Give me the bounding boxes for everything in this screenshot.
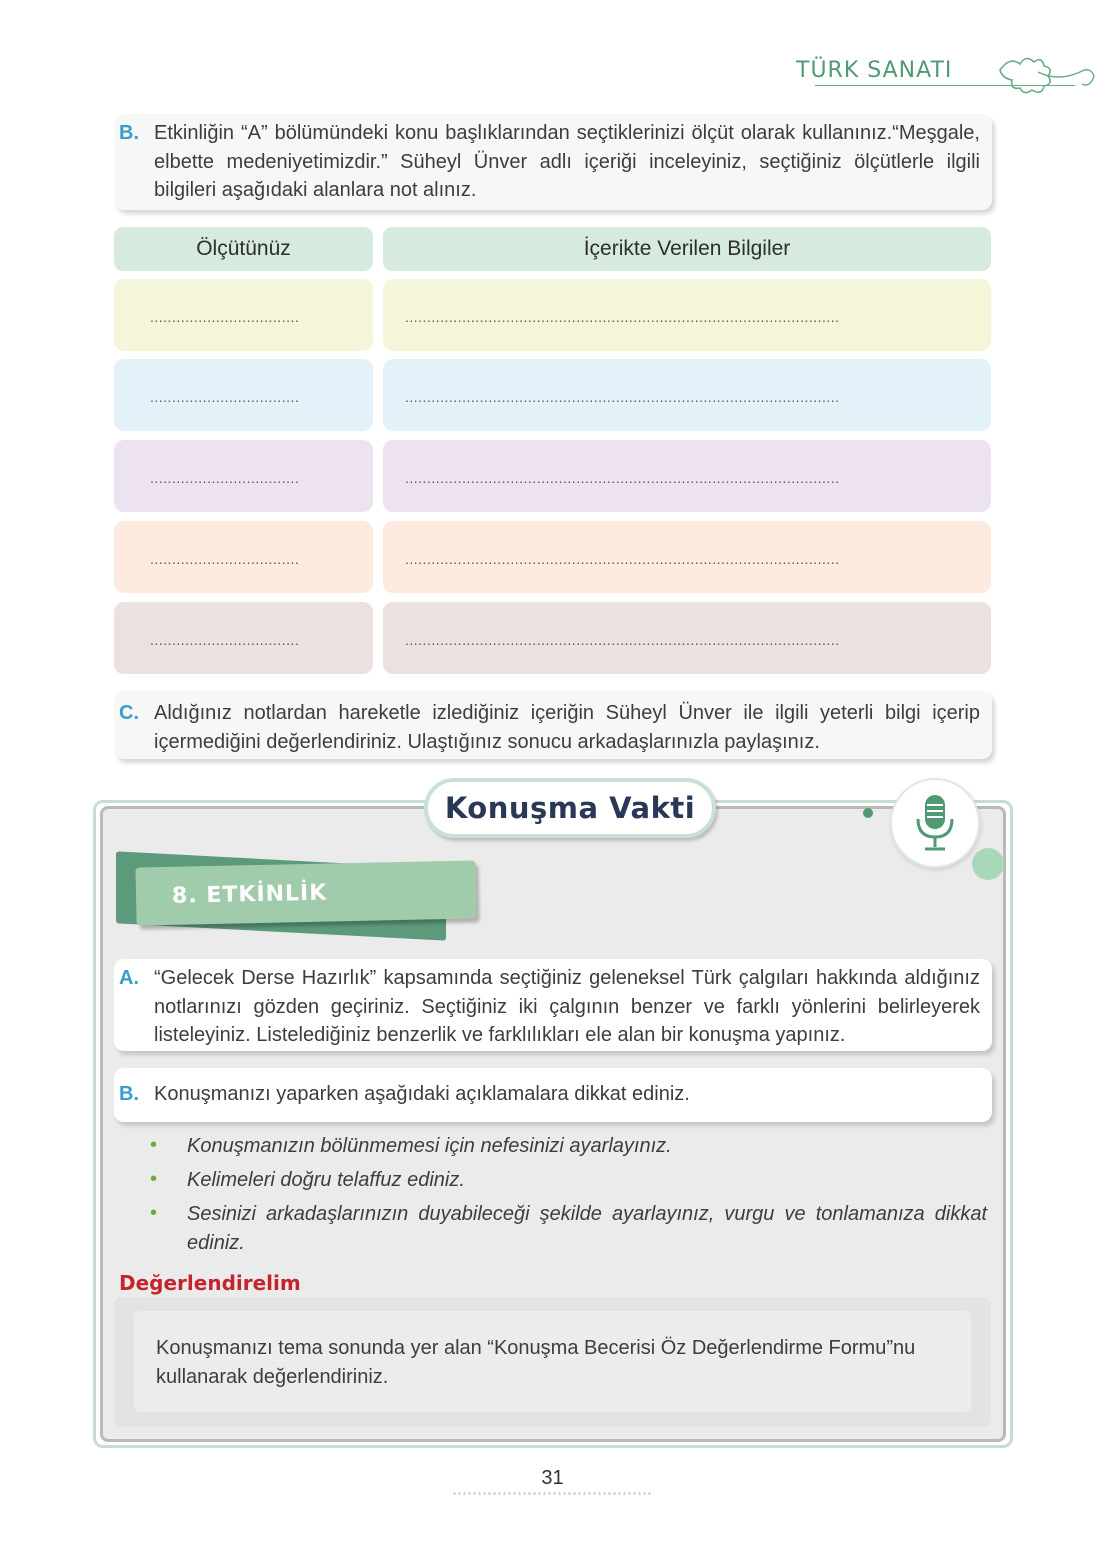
page-number: 31 bbox=[541, 1467, 564, 1489]
section-c-letter: C. bbox=[119, 702, 139, 724]
fill-line: .................................. bbox=[150, 551, 300, 567]
table-cell-info-3[interactable] bbox=[383, 440, 991, 512]
part-a-text: “Gelecek Derse Hazırlık” kapsamında seçtiğiniz geleneksel Türk çalgıları hakkında aldığınız notlarınızı gözden geçiriniz. Seçtiğiniz iki çalgının benzer ve farklı yönlerini belirleyerek listeleyiniz. Listelediğiniz benzerlik ve farklılıkları ele alan bir konuşma yapınız. bbox=[154, 967, 980, 1046]
table-cell-criterion-1[interactable] bbox=[114, 279, 373, 351]
table-header-criterion: Ölçütünüz bbox=[114, 227, 373, 271]
evaluation-title: Değerlendirelim bbox=[119, 1271, 301, 1295]
evaluation-text: Konuşmanızı tema sonunda yer alan “Konuşma Becerisi Öz Değerlendirme Formu”nu kullanarak değerlendiriniz. bbox=[156, 1337, 916, 1388]
part-b-letter: B. bbox=[119, 1083, 139, 1105]
bullet-item-2: Kelimeleri doğru telaffuz ediniz. bbox=[187, 1169, 465, 1191]
microphone-badge bbox=[890, 778, 980, 868]
bullet-marker: • bbox=[150, 1134, 158, 1156]
decorative-dot bbox=[863, 808, 873, 818]
table-cell-info-1[interactable] bbox=[383, 279, 991, 351]
table-cell-info-5[interactable] bbox=[383, 602, 991, 674]
fill-line: ................................................................................................... bbox=[405, 551, 840, 567]
table-cell-criterion-3[interactable] bbox=[114, 440, 373, 512]
page-number-ornament bbox=[452, 1491, 652, 1496]
table-header-info: İçerikte Verilen Bilgiler bbox=[383, 227, 991, 271]
part-b-text: Konuşmanızı yaparken aşağıdaki açıklamalara dikkat ediniz. bbox=[154, 1083, 690, 1105]
fill-line: ................................................................................................... bbox=[405, 632, 840, 648]
fill-line: .................................. bbox=[150, 632, 300, 648]
section-b-letter: B. bbox=[119, 122, 139, 144]
table-cell-info-4[interactable] bbox=[383, 521, 991, 593]
table-cell-criterion-2[interactable] bbox=[114, 359, 373, 431]
table-cell-criterion-4[interactable] bbox=[114, 521, 373, 593]
activity-label bbox=[135, 860, 476, 925]
fill-line: .................................. bbox=[150, 470, 300, 486]
section-b-text: Etkinliğin “A” bölümündeki konu başlıklarından seçtiklerinizi ölçüt olarak kullanınız.“Meşgale, elbette medeniyetimizdir.” Süheyl Ünver adlı içeriği inceleyiniz, seçtiğiniz ölçütlerle ilgili bilgileri aşağıdaki alanlara not alınız. bbox=[154, 122, 980, 201]
fill-line: ................................................................................................... bbox=[405, 389, 840, 405]
table-cell-info-2[interactable] bbox=[383, 359, 991, 431]
section-c-text: Aldığınız notlardan hareketle izlediğiniz içeriğin Süheyl Ünver ile ilgili yeterli bilgi içerip içermediğini değerlendiriniz. Ulaştığınız sonucu arkadaşlarınızla paylaşınız. bbox=[154, 702, 980, 753]
header-title: TÜRK SANATI bbox=[796, 58, 953, 83]
table-cell-criterion-5[interactable] bbox=[114, 602, 373, 674]
activity-title: 8. ETKİNLİK bbox=[171, 880, 328, 909]
speaking-banner-title: Konuşma Vakti bbox=[444, 791, 696, 825]
bullet-marker: • bbox=[150, 1202, 158, 1224]
puzzle-ornament-icon bbox=[990, 42, 1095, 102]
fill-line: .................................. bbox=[150, 389, 300, 405]
part-a-letter: A. bbox=[119, 967, 139, 989]
microphone-icon bbox=[913, 793, 957, 853]
bullet-marker: • bbox=[150, 1168, 158, 1190]
decorative-circle bbox=[972, 848, 1004, 880]
fill-line: .................................. bbox=[150, 309, 300, 325]
fill-line: ................................................................................................... bbox=[405, 309, 840, 325]
speaking-banner bbox=[424, 778, 716, 838]
fill-line: ................................................................................................... bbox=[405, 470, 840, 486]
bullet-item-1: Konuşmanızın bölünmemesi için nefesinizi ayarlayınız. bbox=[187, 1135, 672, 1157]
bullet-item-3: Sesinizi arkadaşlarınızın duyabileceği şekilde ayarlayınız, vurgu ve tonlamanıza dikkat ediniz. bbox=[187, 1203, 987, 1254]
